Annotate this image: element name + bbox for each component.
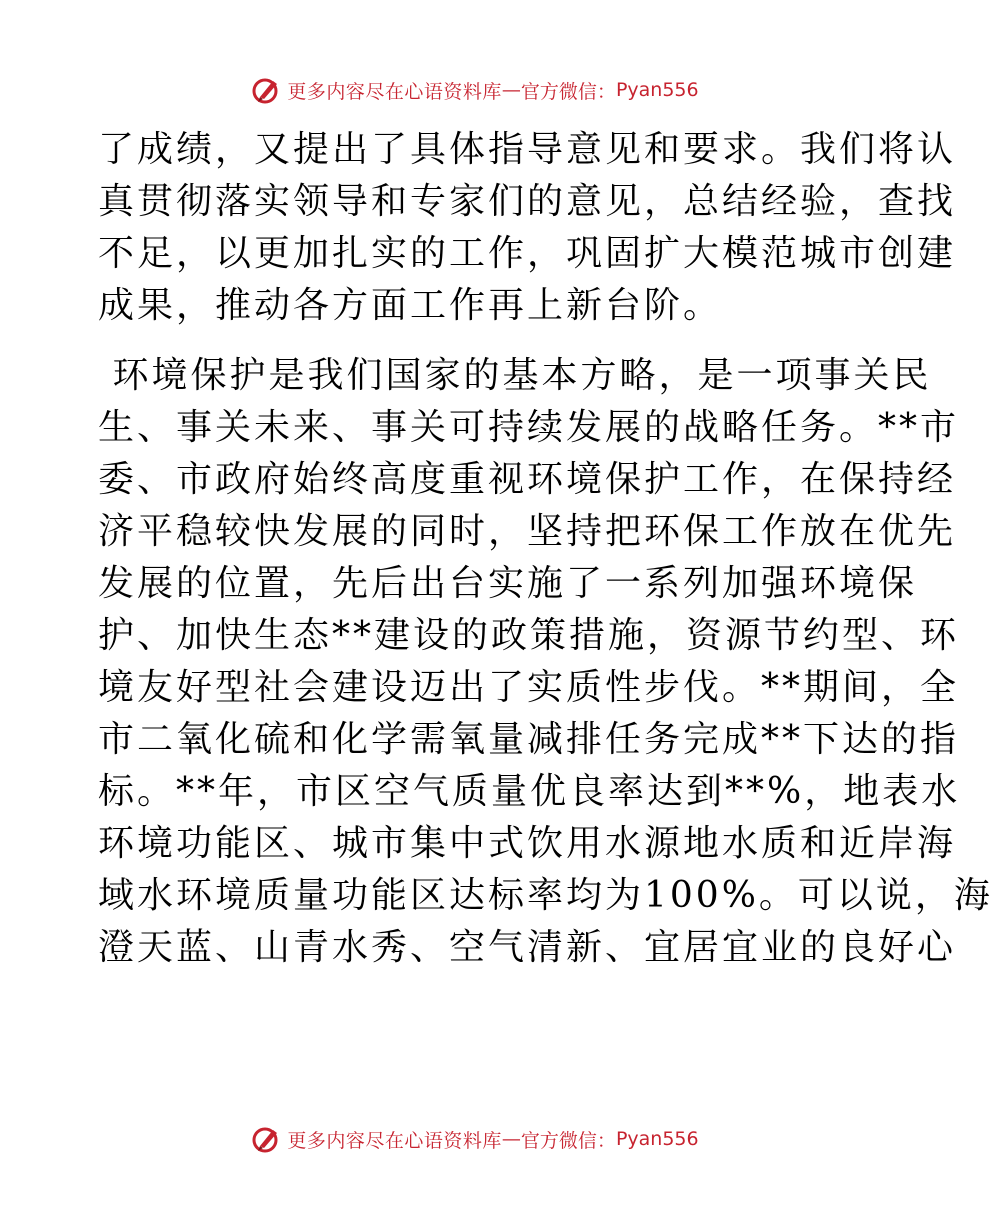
watermark-site-text: 更多内容尽在心语资料库 (287, 1129, 502, 1152)
text-line: 境友好型社会建设迈出了实质性步伐。**期间，全 (98, 667, 960, 708)
text-line: 护、加快生态**建设的政策措施，资源节约型、环 (98, 615, 960, 656)
paragraph (98, 124, 957, 332)
watermark-account-label: 官方微信： (520, 80, 616, 103)
text-line: 域水环境质量功能区达标率均为100%。可以说，海 (98, 875, 993, 916)
text-line: 了成绩，又提出了具体指导意见和要求。我们将认 (98, 129, 957, 170)
text-line: 委、市政府始终高度重视环境保护工作，在保持经 (98, 459, 957, 500)
pen-circle-icon (251, 75, 281, 105)
text-line: 不足，以更加扎实的工作，巩固扩大模范城市创建 (98, 233, 957, 274)
pen-circle-icon (251, 1124, 281, 1154)
text-line: 环境功能区、城市集中式饮用水源地水质和近岸海 (98, 823, 957, 864)
text-line: 标。**年，市区空气质量优良率达到**%，地表水 (98, 771, 961, 812)
text-line: 澄天蓝、山青水秀、空气清新、宜居宜业的良好心 (98, 927, 957, 968)
header-watermark (0, 70, 950, 110)
text-line: 发展的位置，先后出台实施了一系列加强环境保 (98, 563, 918, 604)
watermark-separator: — (501, 79, 521, 101)
text-line: 真贯彻落实领导和专家们的意见，总结经验，查找 (98, 181, 957, 222)
watermark-account-label: 官方微信： (520, 1129, 616, 1152)
paragraph (98, 350, 993, 974)
watermark-separator: — (501, 1128, 521, 1150)
document-body (98, 124, 993, 974)
text-line: 市二氧化硫和化学需氧量减排任务完成**下达的指 (98, 719, 960, 760)
text-line: 环境保护是我们国家的基本方略，是一项事关民 (98, 355, 932, 396)
footer-watermark (0, 1119, 950, 1159)
text-line: 成果，推动各方面工作再上新台阶。 (98, 285, 723, 326)
watermark-site-text: 更多内容尽在心语资料库 (287, 80, 502, 103)
text-line: 生、事关未来、事关可持续发展的战略任务。**市 (98, 407, 960, 448)
text-line: 济平稳较快发展的同时，坚持把环保工作放在优先 (98, 511, 957, 552)
watermark-handle: Pyan556 (615, 79, 699, 101)
watermark-handle: Pyan556 (615, 1128, 699, 1150)
paragraph-spacer (98, 332, 858, 350)
